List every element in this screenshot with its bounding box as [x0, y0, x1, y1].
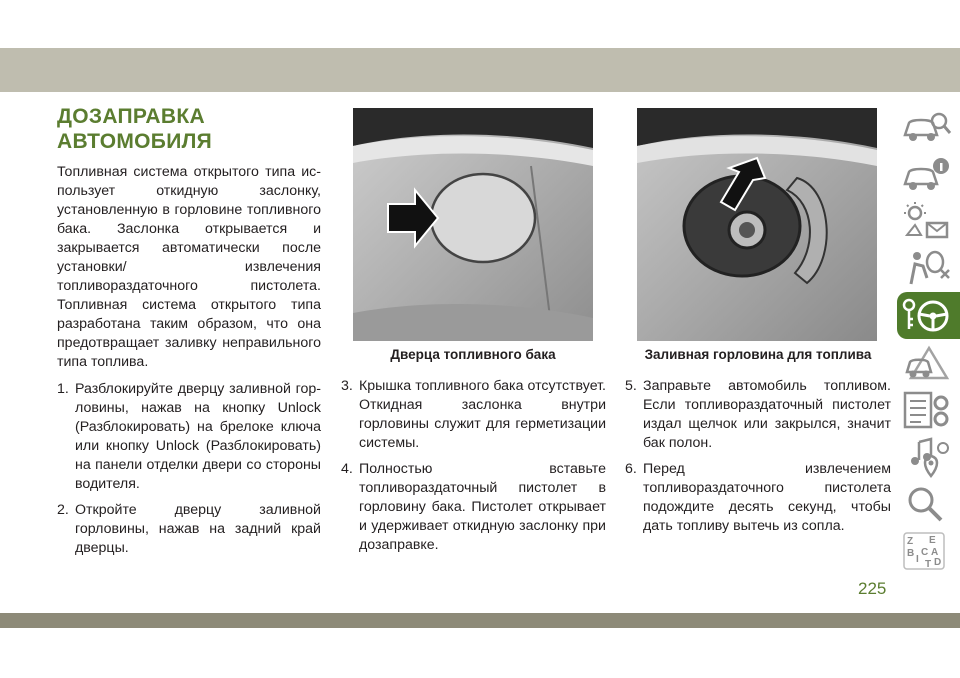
tab-steering-wheel-key[interactable] — [897, 292, 960, 339]
text-column-1 — [57, 163, 321, 565]
step-number: 1. — [57, 381, 69, 397]
index-letter: T — [925, 559, 932, 570]
step-number: 6. — [625, 461, 637, 477]
index-letter: E — [929, 535, 936, 546]
dashboard-lights-icon — [901, 201, 953, 243]
title-line-2: АВТОМОБИЛЯ — [57, 130, 213, 153]
top-band — [0, 48, 960, 92]
step-1 — [57, 380, 321, 494]
title-line-1: ДОЗАПРАВКА — [57, 105, 205, 128]
multimedia-icon — [901, 436, 953, 478]
step-6 — [625, 460, 891, 536]
step-text: Разблокируйте дверцу заливной горловины, нажав на кнопку Unlock (Разблокировать) на брелоке ключа или кнопку Unlock (Разблокировать) на панели отделки двери со стороны водителя. — [75, 381, 321, 492]
index-letter: B — [907, 548, 915, 559]
step-3 — [341, 377, 606, 453]
page-number: 225 — [858, 579, 887, 598]
step-number: 2. — [57, 502, 69, 518]
step-number: 3. — [341, 378, 353, 394]
search-icon — [901, 483, 953, 525]
index-letter: D — [934, 557, 942, 568]
step-number: 4. — [341, 461, 353, 477]
tab-car-magnifier[interactable] — [897, 104, 960, 151]
hazard-car-icon — [901, 342, 953, 384]
step-number: 5. — [625, 378, 637, 394]
tab-car-info[interactable] — [897, 151, 960, 198]
fuel-filler-photo — [637, 108, 877, 341]
maintenance-list-icon — [901, 389, 953, 431]
tab-airbag[interactable] — [897, 245, 960, 292]
step-5 — [625, 377, 891, 453]
step-2 — [57, 501, 321, 558]
index-letter: C — [921, 547, 929, 558]
bottom-band — [0, 613, 960, 628]
intro-paragraph: Топливная система открытого типа использует откидную заслонку, установленную в горловине топливного бака. Заслонка открывается и закрывается автоматически после установки/ извлечения топливораздаточного пистолета. Топливная система открытого типа разработана таким образом, что она предотвращает заливку неправильного типа топлива. — [57, 164, 321, 370]
step-text: Откройте дверцу заливной горловины, нажав на задний край дверцы. — [75, 502, 321, 556]
index-letter: I — [916, 554, 919, 565]
tab-index[interactable] — [897, 527, 960, 574]
step-text: Полностью вставьте топливораздаточный пистолет в горловину бака. Пистолет открывает и удерживает откидную заслонку при дозаправке. — [359, 461, 606, 553]
steering-wheel-key-icon — [901, 295, 953, 337]
index-letters-icon — [901, 530, 953, 572]
figure-caption-fuel-filler: Заливная горловина для топлива — [644, 347, 872, 362]
text-column-2 — [341, 377, 606, 562]
text-column-3 — [625, 377, 891, 543]
step-text: Крышка топливного бака отсутствует. Откидная заслонка внутри горловины служит для герметизации системы. — [359, 378, 606, 451]
step-text: Заправьте автомобиль топливом. Если топливораздаточный пистолет издал щелчок или закрылся, значит бак полон. — [643, 378, 891, 451]
section-title — [57, 104, 212, 154]
index-letter: Z — [907, 536, 914, 547]
airbag-icon — [901, 248, 953, 290]
car-info-icon — [901, 154, 953, 196]
tab-hazard-car[interactable] — [897, 339, 960, 386]
figure-caption-fuel-door: Дверца топливного бака — [390, 347, 556, 362]
car-magnifier-icon — [901, 107, 953, 149]
tab-search[interactable] — [897, 480, 960, 527]
tab-maintenance-list[interactable] — [897, 386, 960, 433]
tab-dashboard-lights[interactable] — [897, 198, 960, 245]
step-text: Перед извлечением топливораздаточного пистолета подождите десять секунд, чтобы дать топливу вытечь из сопла. — [643, 461, 891, 534]
fuel-door-photo — [353, 108, 593, 341]
step-4 — [341, 460, 606, 555]
index-letter: A — [931, 547, 939, 558]
tab-multimedia[interactable] — [897, 433, 960, 480]
